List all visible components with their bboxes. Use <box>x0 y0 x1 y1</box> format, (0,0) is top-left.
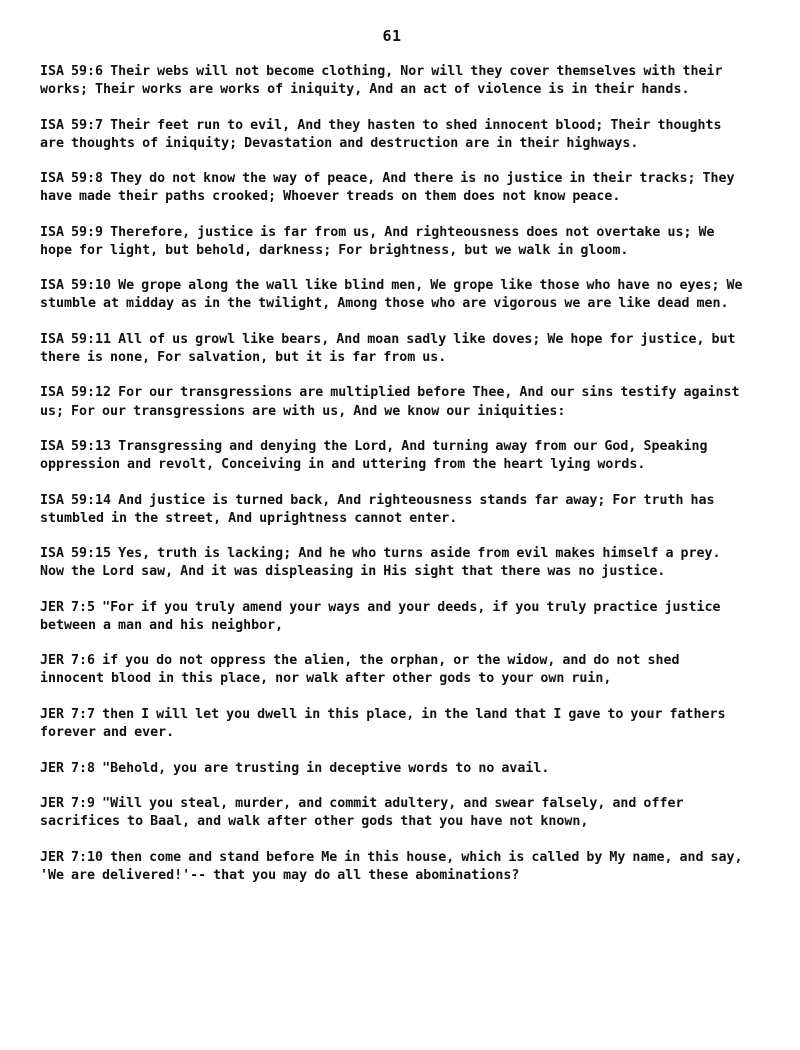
verse-list <box>40 63 750 902</box>
verse-paragraph <box>40 224 750 260</box>
verse-reference: JER 7:6 <box>40 653 96 669</box>
verse-paragraph <box>40 599 750 635</box>
verse-reference: ISA 59:8 <box>40 171 104 187</box>
verse-reference: JER 7:7 <box>40 706 96 722</box>
verse-paragraph <box>40 849 750 885</box>
verse-paragraph <box>40 545 750 581</box>
verse-paragraph <box>40 706 750 742</box>
verse-reference: JER 7:10 <box>40 849 104 865</box>
verse-text: And justice is turned back, And righteousness stands far away; For truth has stumbled in the street, And uprightness cannot enter. <box>40 492 715 526</box>
verse-paragraph <box>40 652 750 688</box>
verse-paragraph <box>40 795 750 831</box>
verse-reference: ISA 59:10 <box>40 278 112 294</box>
verse-text: For our transgressions are multiplied before Thee, And our sins testify against us; For our transgressions are with us, And we know our iniquities: <box>40 385 740 419</box>
verse-reference: ISA 59:7 <box>40 117 104 133</box>
verse-reference: JER 7:9 <box>40 796 96 811</box>
verse-text: "Will you steal, murder, and commit adultery, and swear falsely, and offer sacrifices to Baal, and walk after other gods that you have not known, <box>40 796 684 830</box>
verse-text: Their webs will not become clothing, Nor will they cover themselves with their works; Their works are works of iniquity, And an act of violence is in their hands. <box>40 64 723 98</box>
verse-reference: ISA 59:9 <box>40 224 104 240</box>
verse-reference: JER 7:8 <box>40 760 96 776</box>
verse-text: Therefore, justice is far from us, And righteousness does not overtake us; We hope for light, but behold, darkness; For brightness, but we walk in gloom. <box>40 224 715 258</box>
verse-text: then come and stand before Me in this house, which is called by My name, and say, 'We are delivered!'-- that you may do all these abominations? <box>40 849 743 883</box>
verse-paragraph <box>40 492 750 528</box>
verse-paragraph <box>40 384 750 420</box>
verse-paragraph <box>40 438 750 474</box>
verse-paragraph <box>40 277 750 313</box>
verse-reference: ISA 59:15 <box>40 546 112 562</box>
verse-paragraph <box>40 117 750 153</box>
verse-paragraph <box>40 63 750 99</box>
verse-reference: JER 7:5 <box>40 599 96 615</box>
verse-reference: ISA 59:12 <box>40 385 112 401</box>
verse-text: "For if you truly amend your ways and your deeds, if you truly practice justice between a man and his neighbor, <box>40 599 721 633</box>
verse-text: if you do not oppress the alien, the orphan, or the widow, and do not shed innocent blood in this place, nor walk after other gods to your own ruin, <box>40 653 680 687</box>
verse-paragraph <box>40 331 750 367</box>
verse-text: Their feet run to evil, And they hasten to shed innocent blood; Their thoughts are thoughts of iniquity; Devastation and destruction are in their highways. <box>40 117 722 151</box>
verse-reference: ISA 59:11 <box>40 331 112 347</box>
verse-reference: ISA 59:13 <box>40 439 112 455</box>
verse-text: "Behold, you are trusting in deceptive words to no avail. <box>102 760 550 776</box>
verse-paragraph <box>40 170 750 206</box>
verse-text: All of us growl like bears, And moan sadly like doves; We hope for justice, but there is none, For salvation, but it is far from us. <box>40 331 736 365</box>
verse-text: then I will let you dwell in this place, in the land that I gave to your fathers forever and ever. <box>40 706 726 741</box>
verse-paragraph <box>40 760 750 778</box>
verse-reference: ISA 59:14 <box>40 492 112 508</box>
verse-text: They do not know the way of peace, And there is no justice in their tracks; They have made their paths crooked; Whoever treads on them does not know peace. <box>40 171 735 205</box>
verse-text: Transgressing and denying the Lord, And turning away from our God, Speaking oppression and revolt, Conceiving in and uttering from the heart lying words. <box>40 439 708 473</box>
verse-text: Yes, truth is lacking; And he who turns aside from evil makes himself a prey. Now the Lord saw, And it was displeasing in His sight that there was no justice. <box>40 546 721 580</box>
page-number: 61 <box>382 27 402 45</box>
verse-text: We grope along the wall like blind men, We grope like those who have no eyes; We stumble at midday as in the twilight, Among those who are vigorous we are like dead men. <box>40 278 743 312</box>
verse-reference: ISA 59:6 <box>40 64 104 79</box>
